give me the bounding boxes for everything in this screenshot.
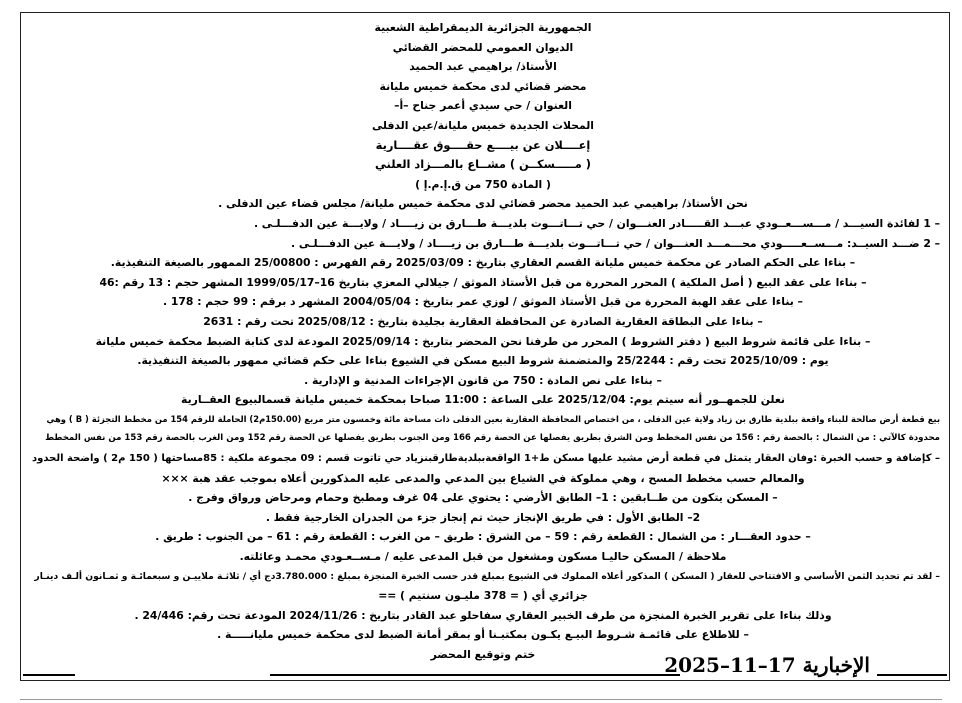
page-bottom-divider bbox=[20, 699, 942, 700]
bailiff-address-2: المحلات الجديدة خميس مليانة/عين الدفلى bbox=[372, 118, 594, 132]
footer-rule-middle bbox=[270, 674, 680, 676]
bailiff-court: محضر قضائي لدى محكمة خميس مليانة bbox=[379, 79, 587, 93]
property-line-1: بيع قطعة أرض صالحة للبناء واقعة ببلدية طارق بن زياد ولاية عين الدفلى ، من اختصاص المحافظة العقارية بعين الدفلى ذات مساحة مائة وخمسون متر مربع (150.00م2) الحاملة للرقم 154 من مخطط التجزئة ( B ) وهي bbox=[46, 413, 940, 424]
footer-rule-right bbox=[877, 674, 947, 676]
price-line-1: – لقد تم تحديد الثمن الأساسي و الافتتاحي للعقار ( المسكن ) المذكور أعلاه المملوك في الشيوع بمبلغ قدر حسب الخبرة المنجزة بمبلغ : 3.780.000دج أي / ثلاثـة ملاييـن و سبعمائـة و ثمـانون ألـف دينـار bbox=[34, 570, 940, 582]
office-title: الديوان العمومي للمحضر القضائي bbox=[392, 40, 574, 54]
conditions-line: – بناءا على قائمة شروط البيع ( دفتر الشروط ) المحرر من طرفنا نحن المحضر بتاريخ : 2025/09/14 المودعة لدى كتابة الضبط محكمة خميس مليانة bbox=[95, 334, 871, 348]
newspaper-footer bbox=[20, 651, 950, 681]
land-card-line: – بناءا على البطاقة العقارية الصادرة عن المحافظة العقارية بجليدة بتاريخ : 2025/08/12 تحت رقم : 2631 bbox=[203, 314, 763, 328]
newspaper-name-date: الإخبارية 17–11–2025 bbox=[664, 653, 870, 677]
notice-subheading: ( مـــــسكــن ) مشــاع بالمـــزاد العلني bbox=[375, 157, 591, 172]
signature-line: ختم وتوقيع المحضر bbox=[430, 648, 536, 661]
expertise-line-1: – كإضافة و حسب الخبرة :وفان العقار يتمثل في قطعة أرض مشيد عليها مسكن ط+1 الواقعةببلديةطارقبنزياد حي تاتوت قسم : 09 مجموعة ملكية : 85مساحتها ( 150 م2 ) واضحة الحدود bbox=[32, 453, 940, 465]
bailiff-address-1: العنوان / حي سيدي أعمر جناح –أ– bbox=[394, 99, 572, 113]
notice-heading: إعــــلان عن بيــــع حقــــوق عقــــارية bbox=[375, 137, 591, 152]
sale-deed-line: – بناءا على عقد البيع ( أصل الملكية ) المحرر المحررة من قبل الأستاذ الموثق / جيلالي المعزي بتاريخ 16–1999/05/17 المشهر حجم : 13 رقم :46 bbox=[99, 275, 867, 289]
article-line: – بناءا على نص المادة : 750 من قانون الإجراءات المدنية و الإدارية . bbox=[304, 373, 662, 387]
bailiff-name: الأستاذ/ براهيمي عبد الحميد bbox=[409, 60, 557, 74]
plaintiff-line: – 1 لفائدة السيـــد / مـــســـعــودي عبـــد القـــــادر العنـــوان / حي تـــاتـــوت بلديـــة طـــارق بن زيــــاد / ولايـــة عين الدفـــلـى . bbox=[253, 216, 940, 230]
boundaries-line: – حدود العقـــار : من الشمال : القطعة رقم : 59 – من الشرق : طريق – من الغرب : القطعة رقم : 61 – من الجنوب : طريق . bbox=[155, 530, 811, 544]
legal-article: ( المادة 750 من ق.إ.م.إ ) bbox=[415, 177, 551, 191]
notice-body bbox=[26, 18, 940, 665]
auction-date-line: نعلن للجمهــور أنه سيتم يوم: 2025/12/04 على الساعة : 11:00 صباحا بمحكمة خميس مليانة قسمالبيوع العقــارية bbox=[181, 393, 785, 407]
price-line-2: جزائري أي ( = 378 مليـون سنتيم ) == bbox=[378, 589, 588, 603]
consult-line: – للاطلاع على قائمـة شـروط البيـع يكـون بمكتبـنا أو بمقر أمانة الضبط لدى محكمة خميس مليانـــــة . bbox=[217, 628, 749, 642]
republic-title: الجمهورية الجزائرية الديمقراطية الشعبية bbox=[374, 21, 592, 34]
defendant-line: – 2 ضـــد السيــد: مـــســعـــــودي محـــمـــد العنـــوان / حي تـــاتـــوت بلديـــة طـــارق بن زيــــاد / ولايـــة عين الدفـــلـى . bbox=[290, 236, 940, 250]
house-floors-line: – المسكن يتكون من طــابقين : 1– الطابق الأرضي : يحتوي على 04 غرف ومطبخ وحمام ومرحاض ورواق وفرج . bbox=[188, 491, 778, 505]
property-line-2: محدودة كالآتي : من الشمال : بالحصة رقم : 156 من نفس المخطط ومن الشرق بطريق يفصلها عن الحصة رقم 166 ومن الجنوب بطريق يفصلها عن الحصة رقم 152 ومن الغرب بالحصة رقم 153 من نفس المخطط bbox=[45, 433, 940, 444]
gift-deed-line: – بناءا على عقد الهبة المحررة من قبل الأستاذ الموثق / لوزي عمر بتاريخ : 2004/05/04 المشهر د برقم : 99 حجم : 178 . bbox=[163, 295, 803, 309]
conditions-deposit-line: يوم : 2025/10/09 تحت رقم : 25/2244 والمتضمنة شروط البيع مسكن في الشيوع بناءا على حكم قضائي ممهور بالصيغة التنفيذية. bbox=[137, 354, 829, 368]
first-floor-line: 2– الطابق الأول : في طريق الإنجاز حيث تم إنجاز جزء من الجدران الخارجية فقط . bbox=[265, 510, 701, 524]
intro-line: نحن الأستاذ/ براهيمي عبد الحميد محضر قضائي لدى محكمة خميس مليانة/ مجلس قضاء عين الدفلى . bbox=[218, 197, 748, 211]
expert-report-line: وذلك بناءا على تقرير الخبرة المنجزة من طرف الخبير العقاري سفاحلو عبد القادر بتاريخ : 2024/11/26 المودعة تحت رقم: 24/446 . bbox=[134, 608, 832, 622]
judgment-line: – بناءا على الحكم الصادر عن محكمة خميس مليانة القسم العقاري بتاريخ : 2025/03/09 رقم الفهرس : 25/00800 الممهور بالصيغة التنفيذية. bbox=[110, 256, 856, 270]
expertise-line-2: والمعالم حسب مخطط المسح ، وهي مملوكة في الشياع بين المدعي والمدعى عليه المذكورين أعلاه بموجب عقد هبة ××× bbox=[161, 471, 805, 485]
occupancy-note: ملاحظة / المسكن حاليـا مسكون ومشغول من قبل المدعى عليه / مـســعـودي محمـد وعائلته. bbox=[239, 550, 727, 564]
footer-rule-left bbox=[23, 674, 75, 676]
